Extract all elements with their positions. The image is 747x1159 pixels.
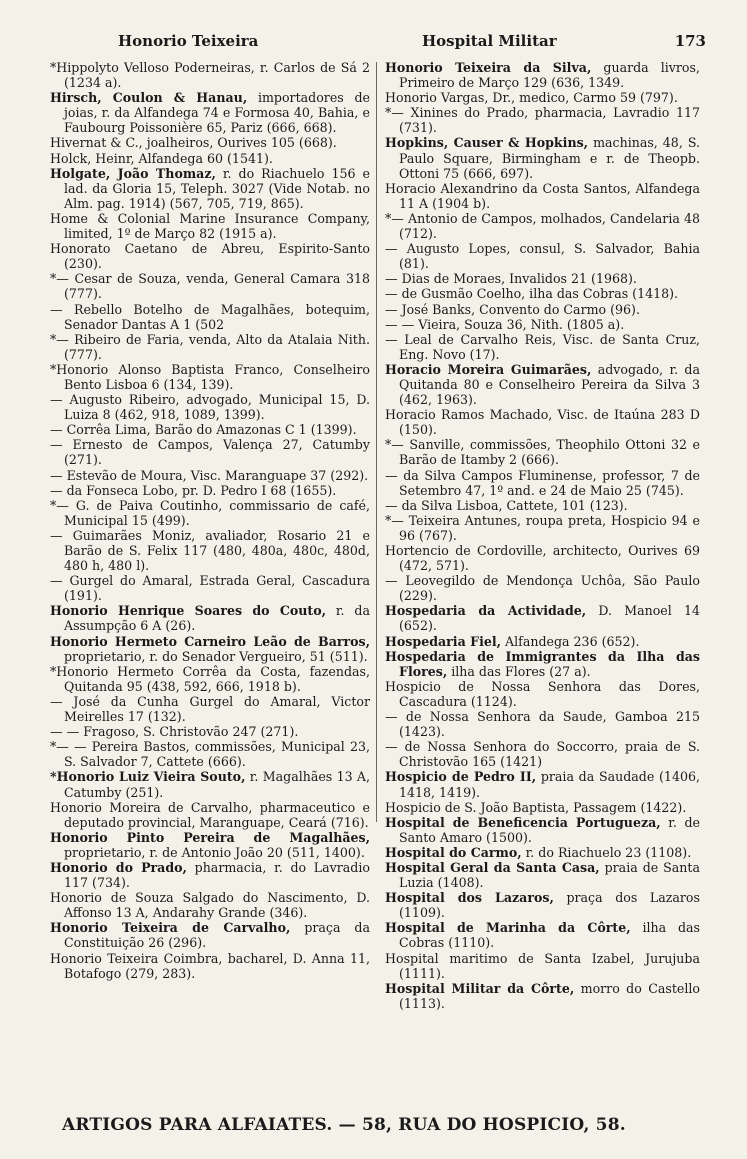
directory-entry: — José Banks, Convento do Carmo (96). [385,301,640,317]
directory-entry: Hospital Militar da Côrte, morro do Castello (1113). [385,980,700,1011]
directory-entry: Hospital do Carmo, r. do Riachuelo 23 (1108). [385,844,692,860]
directory-entry: Hospital Geral da Santa Casa, praia de Santa Luzia (1408). [385,859,700,891]
directory-entry: — da Silva Lisboa, Cattete, 101 (123). [385,497,628,513]
footer-advertisement: ARTIGOS PARA ALFAIATES. — 58, RUA DO HOSPICIO, 58. [62,1115,626,1135]
entry-name: Honorio do Prado, [50,859,187,875]
entry-name: Hospedaria da Actividade, [385,603,587,619]
directory-entry: Holgate, João Thomaz, r. do Riachuelo 156 e lad. da Gloria 15, Teleph. 3027 (Vide Notab. no Alm. pag. 1914) (567, 705, 719, 865). [50,165,370,211]
entry-name: Hospicio de Pedro II, [385,769,537,785]
directory-entry: *— Xinines do Prado, pharmacia, Lavradio 117 (731). [385,105,700,136]
running-header [50,30,710,54]
directory-entry: Honorio Pinto Pereira de Magalhães, proprietario, r. de Antonio João 20 (511, 1400). [50,829,370,860]
directory-entry: — Corrêa Lima, Barão do Amazonas C 1 (1399). [50,422,357,438]
entry-name: Hospital de Beneficencia Portugueza, [385,814,661,830]
directory-entry: Hivernat & C., joalheiros, Ourives 105 (668). [50,135,337,151]
directory-entry: Honorio do Prado, pharmacia, r. do Lavradio 117 (734). [50,859,370,891]
directory-entry: Hospital maritimo de Santa Izabel, Jurujuba (1111). [385,950,700,981]
directory-entry: Hospicio de Pedro II, praia da Saudade (1406, 1418, 1419). [385,769,700,800]
directory-entry: Hospedaria Fiel, Alfandega 236 (652). [385,633,640,649]
entry-name: Honorio Hermeto Carneiro Leão de Barros, [50,633,370,649]
directory-entry: *Honorio Luiz Vieira Souto, r. Magalhães 13 A, Catumby (251). [50,769,371,800]
directory-entry: Home & Colonial Marine Insurance Company, limited, 1º de Março 82 (1915 a). [50,210,370,242]
directory-entry: — de Gusmão Coelho, ilha das Cobras (1418). [385,286,679,302]
directory-entry: Horacio Alexandrino da Costa Santos, Alfandega 11 A (1904 b). [385,180,700,211]
directory-entry: *— G. de Paiva Coutinho, commissario de café, Municipal 15 (499). [50,497,370,528]
entry-name: Horacio Moreira Guimarães, [385,361,592,377]
entry-name: Hospedaria de Immigrantes da Ilha das Flores, [385,648,700,679]
directory-entry: — Dias de Moraes, Invalidos 21 (1968). [385,271,637,287]
directory-entry: — Rebello Botelho de Magalhães, botequim, Senador Dantas A 1 (502 [50,301,370,332]
entry-name: Honorio Teixeira da Silva, [385,60,592,75]
header-center: Hospital Militar [422,32,557,50]
directory-entry: — José da Cunha Gurgel do Amaral, Victor Meirelles 17 (132). [50,693,370,725]
right-column [385,60,700,1011]
directory-entry: — Guimarães Moniz, avaliador, Rosario 21 e Barão de S. Felix 117 (480, 480a, 480c, 480d, 480 h, 480 l). [50,527,370,574]
directory-entry: Hopkins, Causer & Hopkins, machinas, 48, S. Paulo Square, Birmingham e r. de Theopb. Ottoni 75 (666, 697). [385,135,701,181]
directory-entry: Honorio Teixeira da Silva, guarda livros, Primeiro de Março 129 (636, 1349. [385,60,700,91]
directory-entry: — — Fragoso, S. Christovão 247 (271). [50,724,299,740]
directory-entry: — da Fonseca Lobo, pr. D. Pedro I 68 (1655). [50,482,337,498]
directory-entry: *— — Pereira Bastos, commissões, Municipal 23, S. Salvador 7, Cattete (666). [50,739,370,770]
entry-name: Hirsch, Coulon & Hanau, [50,90,248,106]
directory-entry: — Leal de Carvalho Reis, Visc. de Santa Cruz, Eng. Novo (17). [385,331,700,362]
directory-entry: Horacio Ramos Machado, Visc. de Itaúna 283 D (150). [385,407,700,438]
directory-entry: *— Ribeiro de Faria, venda, Alto da Atalaia Nith. (777). [50,331,370,362]
directory-entry: — Ernesto de Campos, Valença 27, Catumby (271). [50,437,370,468]
entry-name: Hospital de Marinha da Côrte, [385,920,631,936]
directory-entry: Honorio Henrique Soares do Couto, r. da Assumpção 6 A (26). [50,603,371,634]
column-divider [376,62,377,822]
directory-entry: Hirsch, Coulon & Hanau, importadores de joias, r. da Alfandega 74 e Formosa 40, Bahia, e Faubourg Poissonière 65, Pariz (666, 668). [50,90,370,136]
directory-entry: Hospicio de S. João Baptista, Passagem (1422). [385,799,687,815]
directory-entry: Holck, Heinr, Alfandega 60 (1541). [50,150,273,166]
directory-entry: — Leovegildo de Mendonça Uchôa, São Paulo (229). [385,573,700,604]
entry-name: Honorio Teixeira de Carvalho, [50,920,291,936]
directory-entry: — Augusto Ribeiro, advogado, Municipal 15, D. Luiza 8 (462, 918, 1089, 1399). [50,392,370,423]
directory-entry: Honorio Vargas, Dr., medico, Carmo 59 (797). [385,90,678,106]
directory-entry: Honorio Teixeira Coimbra, bacharel, D. Anna 11, Botafogo (279, 283). [50,950,370,981]
directory-entry: *— Cesar de Souza, venda, General Camara 318 (777). [50,271,370,302]
directory-entry: — Augusto Lopes, consul, S. Salvador, Bahia (81). [385,241,700,272]
left-column [50,60,370,981]
directory-entry: *Honorio Alonso Baptista Franco, Conselheiro Bento Lisboa 6 (134, 139). [50,361,370,392]
entry-name: Hospital do Carmo, [385,844,522,860]
directory-entry: — — Vieira, Souza 36, Nith. (1805 a). [385,316,625,332]
directory-entry: *— Sanville, commissões, Theophilo Ottoni 32 e Barão de Itamby 2 (666). [385,437,700,468]
directory-entry: — de Nossa Senhora da Saude, Gamboa 215 (1423). [385,709,700,740]
entry-name: Honorio Pinto Pereira de Magalhães, [50,829,370,845]
directory-entry: Hospedaria de Immigrantes da Ilha das Flores, ilha das Flores (27 a). [385,648,700,679]
directory-entry: Honorato Caetano de Abreu, Espirito-Santo (230). [50,241,370,272]
entry-name: Hospital Militar da Côrte, [385,980,575,996]
entry-name: Hopkins, Causer & Hopkins, [385,135,589,151]
entry-name: Hospital dos Lazaros, [385,890,554,906]
directory-entry: Hortencio de Cordoville, architecto, Ourives 69 (472, 571). [385,543,700,574]
directory-entry: Hospicio de Nossa Senhora das Dores, Cascadura (1124). [385,678,700,709]
entry-name: Holgate, João Thomaz, [50,165,216,181]
directory-entry: *— Antonio de Campos, molhados, Candelaria 48 (712). [385,210,700,242]
entry-name: *Honorio Luiz Vieira Souto, [50,769,246,785]
directory-entry: Horacio Moreira Guimarães, advogado, r. da Quitanda 80 e Conselheiro Pereira da Silva 3 (462, 1963). [385,361,701,408]
directory-entry: *Honorio Hermeto Corrêa da Costa, fazendas, Quitanda 95 (438, 592, 666, 1918 b). [50,663,370,694]
header-left: Honorio Teixeira [118,32,259,50]
directory-entry: — Estevão de Moura, Visc. Maranguape 37 (292). [50,467,369,483]
directory-entry: Honorio Moreira de Carvalho, pharmaceutico e deputado provincial, Maranguape, Ceará (716). [50,799,370,830]
directory-entry: Hospital dos Lazaros, praça dos Lazaros (1109). [385,890,700,921]
directory-entry: Honorio de Souza Salgado do Nascimento, D. Affonso 13 A, Andarahy Grande (346). [50,890,370,921]
page-number: 173 [674,32,706,50]
directory-entry: *Hippolyto Velloso Poderneiras, r. Carlos de Sá 2 (1234 a). [50,60,370,91]
directory-entry: Hospedaria da Actividade, D. Manoel 14 (652). [385,603,700,634]
directory-entry: — da Silva Campos Fluminense, professor, 7 de Setembro 47, 1º and. e 24 de Maio 25 (745). [385,467,700,498]
directory-entry: — Gurgel do Amaral, Estrada Geral, Cascadura (191). [50,573,370,604]
directory-entry: Hospital de Beneficencia Portugueza, r. de Santo Amaro (1500). [385,814,700,845]
directory-entry: Honorio Hermeto Carneiro Leão de Barros, proprietario, r. do Senador Vergueiro, 51 (511). [50,633,370,664]
entry-name: Hospedaria Fiel, [385,633,502,649]
entry-name: Hospital Geral da Santa Casa, [385,859,600,875]
directory-entry: *— Teixeira Antunes, roupa preta, Hospicio 94 e 96 (767). [385,512,700,543]
directory-entry: Hospital de Marinha da Côrte, ilha das Cobras (1110). [385,920,701,951]
directory-entry: Honorio Teixeira de Carvalho, praça da Constituição 26 (296). [50,920,370,951]
entry-name: Honorio Henrique Soares do Couto, [50,603,327,619]
directory-entry: — de Nossa Senhora do Soccorro, praia de S. Christovão 165 (1421) [385,739,700,770]
